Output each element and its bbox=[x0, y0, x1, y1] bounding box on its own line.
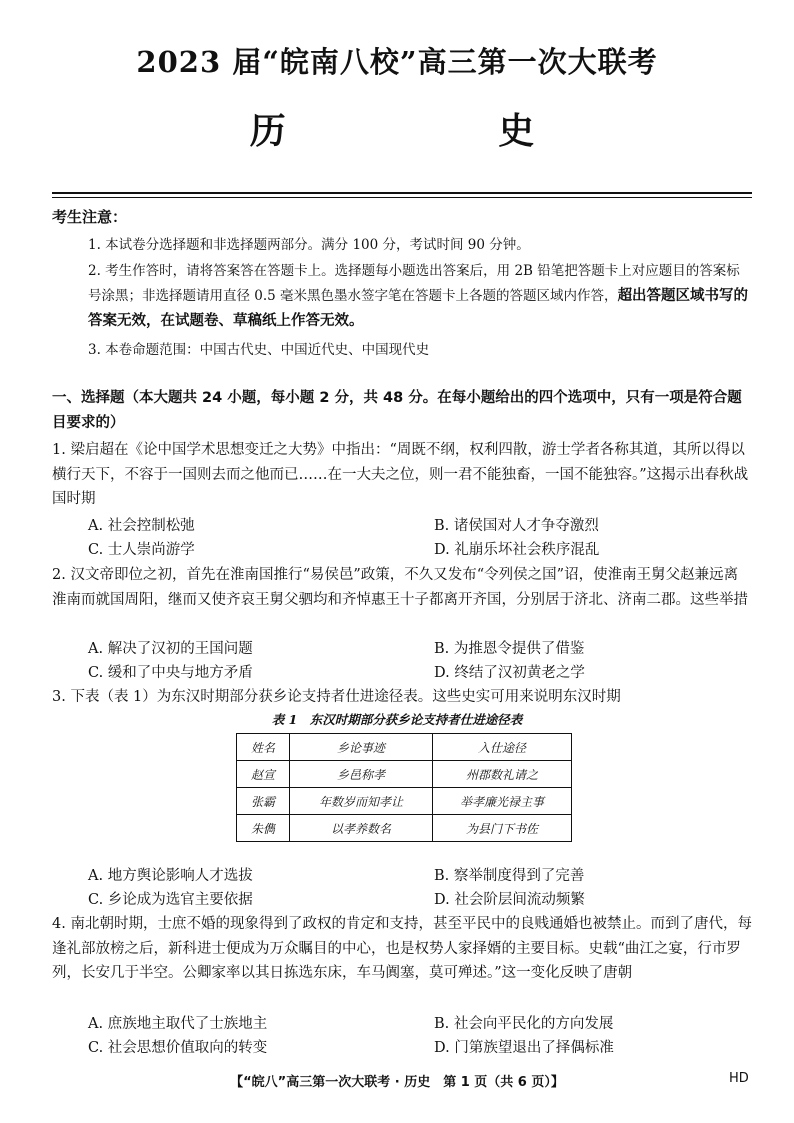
table-cell: 举孝廉光禄主事 bbox=[433, 788, 572, 815]
table-header-cell: 姓名 bbox=[237, 734, 290, 761]
question-1-option-b: B. 诸侯国对人才争夺激烈 bbox=[434, 518, 599, 534]
table-1 bbox=[236, 733, 572, 842]
divider-rule bbox=[52, 192, 752, 194]
notice-item-2-emphasis: 超出答题区域书写的答案无效，在试题卷、草稿纸上作答无效。 bbox=[88, 288, 749, 329]
question-4-option-d: D. 门第族望退出了择偶标准 bbox=[434, 1040, 614, 1056]
question-3-option-a: A. 地方舆论影响人才选拔 bbox=[88, 868, 253, 884]
table-cell: 年数岁而知孝让 bbox=[290, 788, 433, 815]
question-2-stem: 2. 汉文帝即位之初，首先在淮南国推行“易侯邑”政策，不久又发布“令列侯之国”诏，使淮南王舅父赵兼远离淮南而就国周阳，继而又使齐哀王舅父驷均和齐悼惠王十子都离开齐国，分别居于济北、济南二郡。这些举措 bbox=[52, 567, 748, 608]
table-cell: 朱儁 bbox=[237, 815, 290, 842]
table-1-caption: 表 1 东汉时期部分获乡论支持者仕进途径表 bbox=[271, 712, 523, 727]
notice-heading: 考生注意： bbox=[52, 208, 128, 226]
question-4-stem: 4. 南北朝时期，士庶不婚的现象得到了政权的肯定和支持，甚至平民中的良贱通婚也被禁止。而到了唐代，每逢礼部放榜之后，新科进士便成为万众瞩目的中心，也是权势人家择婿的主要目标。史载“曲江之宴，行市罗列，长安几于半空。公卿家率以其日拣选东床，车马阗塞，莫可殚述。”这一变化反映了唐朝 bbox=[52, 916, 752, 981]
question-2-option-c: C. 缓和了中央与地方矛盾 bbox=[88, 665, 253, 681]
question-1-option-c: C. 士人崇尚游学 bbox=[88, 542, 195, 558]
table-row bbox=[237, 815, 572, 842]
table-cell: 以孝养数名 bbox=[290, 815, 433, 842]
question-2-option-a: A. 解决了汉初的王国问题 bbox=[88, 641, 253, 657]
question-4-option-b: B. 社会向平民化的方向发展 bbox=[434, 1016, 614, 1032]
table-cell: 州郡数礼请之 bbox=[433, 761, 572, 788]
question-1-stem: 1. 梁启超在《论中国学术思想变迁之大势》中指出：“周既不纲，权利四散，游士学者各称其道，其所以得以横行天下，不容于一国则去而之他而已……在一大夫之位，则一君不能独畜，一国不能独容。”这揭示出春秋战国时期 bbox=[52, 442, 749, 507]
question-4-option-a: A. 庶族地主取代了士族地主 bbox=[88, 1016, 268, 1032]
question-2-option-b: B. 为推恩令提供了借鉴 bbox=[434, 641, 585, 657]
question-1-option-a: A. 社会控制松弛 bbox=[88, 518, 195, 534]
question-2-option-d: D. 终结了汉初黄老之学 bbox=[434, 665, 585, 681]
question-3-option-d: D. 社会阶层间流动频繁 bbox=[434, 892, 585, 908]
table-header-row bbox=[237, 734, 572, 761]
question-4-option-c: C. 社会思想价值取向的转变 bbox=[88, 1040, 268, 1056]
footer-code: HD bbox=[729, 1071, 749, 1086]
question-1-option-d: D. 礼崩乐坏社会秩序混乱 bbox=[434, 542, 600, 558]
table-cell: 为县门下书佐 bbox=[433, 815, 572, 842]
table-row bbox=[237, 788, 572, 815]
question-3-stem: 3. 下表（表 1）为东汉时期部分获乡论支持者仕进途径表。这些史实可用来说明东汉时期 bbox=[52, 689, 621, 705]
divider-rule-thin bbox=[52, 197, 752, 198]
exam-title: 2023 届“皖南八校”高三第一次大联考 bbox=[136, 45, 658, 79]
table-cell: 张霸 bbox=[237, 788, 290, 815]
table-cell: 乡邑称孝 bbox=[290, 761, 433, 788]
question-3-option-c: C. 乡论成为选官主要依据 bbox=[88, 892, 253, 908]
notice-item-2 bbox=[88, 259, 750, 334]
table-row bbox=[237, 761, 572, 788]
table-header-cell: 入仕途径 bbox=[433, 734, 572, 761]
notice-item-3: 3. 本卷命题范围：中国古代史、中国近代史、中国现代史 bbox=[88, 342, 430, 358]
table-header-cell: 乡论事迹 bbox=[290, 734, 433, 761]
notice-item-1: 1. 本试卷分选择题和非选择题两部分。满分 100 分，考试时间 90 分钟。 bbox=[88, 237, 530, 253]
question-3-option-b: B. 察举制度得到了完善 bbox=[434, 868, 585, 884]
subject-title: 历 史 bbox=[249, 110, 605, 152]
page-footer: 【“皖八”高三第一次大联考 · 历史 第 1 页（共 6 页）】 bbox=[230, 1075, 564, 1090]
section-heading: 一、选择题（本大题共 24 小题，每小题 2 分，共 48 分。在每小题给出的四个选项中，只有一项是符合题目要求的） bbox=[52, 390, 742, 431]
notice-item-2-text: 2. 考生作答时，请将答案答在答题卡上。选择题每小题选出答案后，用 2B 铅笔把答题卡上对应题目的答案标号涂黑；非选择题请用直径 0.5 毫米黑色墨水签字笔在答题卡上各题的答题区域内作答， bbox=[88, 263, 740, 304]
table-cell: 赵宣 bbox=[237, 761, 290, 788]
